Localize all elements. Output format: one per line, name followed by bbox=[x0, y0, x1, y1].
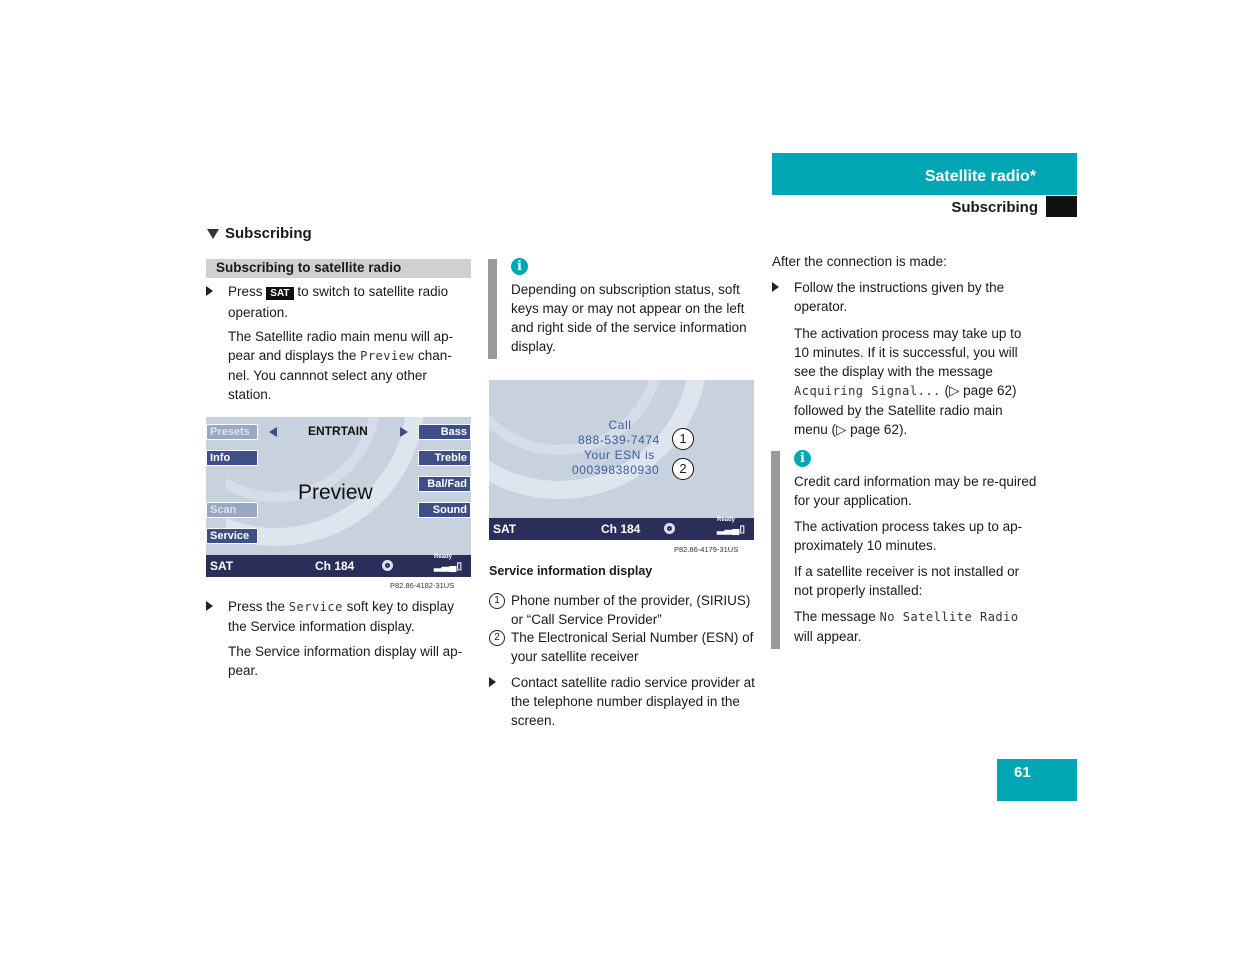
info-icon: i bbox=[794, 449, 811, 467]
info-icon: i bbox=[511, 257, 528, 275]
band-label: SAT bbox=[493, 522, 517, 536]
connection-intro: After the connection is made: bbox=[772, 254, 947, 269]
figure-code-1: P82.86-4182-31US bbox=[390, 581, 455, 590]
softkey-service[interactable]: Service bbox=[206, 528, 258, 544]
step-contact-provider: Contact satellite radio service provider at the telephone number displayed in the screen. bbox=[511, 673, 756, 730]
disc-icon bbox=[664, 523, 675, 534]
softkey-info[interactable]: Info bbox=[206, 450, 258, 466]
info-credit-card: Credit card information may be re-quired for your application. bbox=[794, 474, 1037, 508]
service-paragraph: The Service information display will ap-pear. bbox=[228, 644, 463, 678]
legend-item-1: 1 Phone number of the provider, (SIRIUS) or “Call Service Provider” bbox=[511, 591, 756, 629]
signal-strength-icon: ▂▃▄▯ bbox=[434, 561, 462, 572]
info-bar bbox=[771, 451, 780, 649]
page-heading: Subscribing bbox=[225, 225, 312, 242]
legend-item-2: 2 The Electronical Serial Number (ESN) of your satellite receiver bbox=[511, 628, 756, 666]
heading-triangle-icon bbox=[207, 229, 219, 239]
step-follow-instructions: Follow the instructions given by the operator. bbox=[794, 278, 1034, 316]
softkey-bass[interactable]: Bass bbox=[418, 424, 471, 440]
step-press-service: Press the Service soft key to display the Service information display. bbox=[228, 597, 473, 636]
call-label: Call bbox=[608, 418, 632, 432]
subsection-title: Subscribing bbox=[951, 199, 1038, 216]
channel-number: Ch 184 bbox=[315, 559, 355, 573]
softkey-presets[interactable]: Presets bbox=[206, 424, 258, 440]
page-number-box bbox=[997, 759, 1077, 801]
info-text: Depending on subscription status, soft keys may or may not appear on the left and right side of the service information display. bbox=[511, 282, 747, 354]
info-receiver-missing: If a satellite receiver is not installed or not properly installed: bbox=[794, 564, 1020, 598]
status-bar bbox=[489, 518, 754, 540]
channel-number: Ch 184 bbox=[601, 522, 641, 536]
figure-code-2: P82.86-4179-31US bbox=[674, 545, 739, 554]
info-no-satellite-message: The message No Satellite Radio will appear. bbox=[794, 609, 1019, 644]
category-prev-icon[interactable] bbox=[269, 427, 277, 437]
section-title: Satellite radio* bbox=[924, 168, 1036, 185]
step-press-sat: Press SAT to switch to satellite radio operation. bbox=[228, 282, 473, 322]
info-bar bbox=[488, 259, 497, 359]
main-menu-paragraph: The Satellite radio main menu will ap-pear and displays the Preview chan-nel. You cannnot select any other station. bbox=[228, 329, 454, 402]
bullet-arrow-icon bbox=[489, 677, 496, 687]
ready-label: Ready bbox=[717, 517, 736, 523]
activation-paragraph: The activation process may take up to 10 minutes. If it is successful, you will see the display with the message Acquiring Signal... (▷ page 62) followed by the Satellite radio main menu (▷ page 62). bbox=[794, 326, 1022, 437]
esn-label: Your ESN is bbox=[584, 448, 655, 462]
softkey-scan[interactable]: Scan bbox=[206, 502, 258, 518]
box-title bbox=[206, 259, 471, 278]
figure-caption: Service information display bbox=[489, 564, 653, 578]
sat-key: SAT bbox=[266, 287, 293, 300]
softkey-treble[interactable]: Treble bbox=[418, 450, 471, 466]
marker-1: 1 bbox=[672, 428, 694, 450]
bullet-arrow-icon bbox=[206, 601, 213, 611]
channel-name: Preview bbox=[298, 481, 373, 504]
info-activation-time: The activation process takes up to ap-proximately 10 minutes. bbox=[794, 519, 1023, 553]
esn-number: 000398380930 bbox=[572, 463, 660, 477]
box-title-text: Subscribing to satellite radio bbox=[216, 260, 402, 275]
page-number: 61 bbox=[1014, 764, 1031, 781]
phone-number: 888-539-7474 bbox=[578, 433, 660, 447]
status-bar bbox=[206, 555, 471, 577]
softkey-sound[interactable]: Sound bbox=[418, 502, 471, 518]
softkey-balfad[interactable]: Bal/Fad bbox=[418, 476, 471, 492]
marker-2: 2 bbox=[672, 458, 694, 480]
ready-label: Ready bbox=[434, 554, 453, 560]
signal-strength-icon: ▂▃▄▯ bbox=[717, 524, 745, 535]
legend-number: 2 bbox=[489, 630, 505, 646]
bullet-arrow-icon bbox=[206, 286, 213, 296]
band-label: SAT bbox=[210, 559, 234, 573]
category-next-icon[interactable] bbox=[400, 427, 408, 437]
disc-icon bbox=[382, 560, 393, 571]
bullet-arrow-icon bbox=[772, 282, 779, 292]
legend-number: 1 bbox=[489, 593, 505, 609]
category-label: ENTRTAIN bbox=[308, 424, 368, 438]
satellite-main-menu-screen bbox=[206, 417, 471, 577]
service-information-screen bbox=[489, 380, 754, 540]
subsection-marker bbox=[1046, 196, 1077, 217]
